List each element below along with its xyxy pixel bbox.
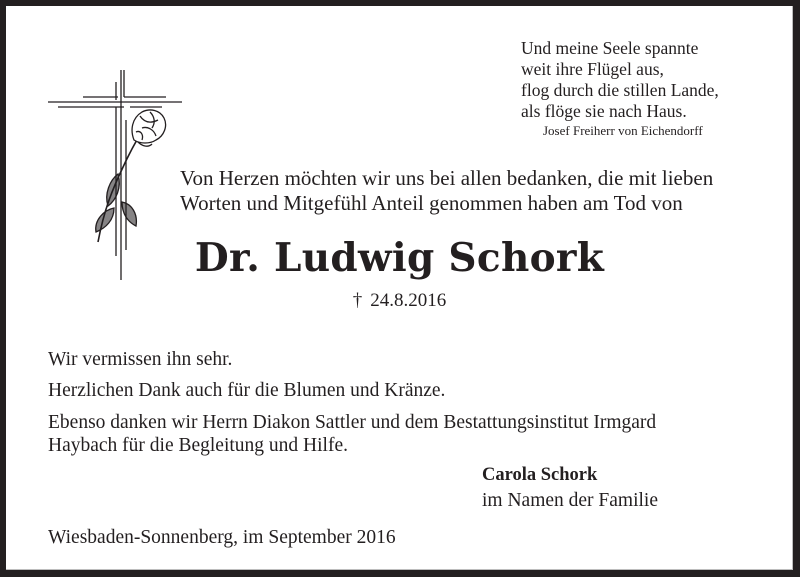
intro-line: Worten und Mitgefühl Anteil genommen haben am Tod von	[180, 191, 683, 215]
message-paragraph: Herzlichen Dank auch für die Blumen und Kränze.	[48, 380, 446, 401]
poem-line: Und meine Seele spannte	[521, 38, 699, 58]
dagger-icon: †	[352, 290, 363, 311]
deceased-name: Dr. Ludwig Schork	[194, 235, 605, 281]
intro-line: Von Herzen möchten wir uns bei allen bedanken, die mit lieben	[180, 166, 714, 190]
place-date: Wiesbaden-Sonnenberg, im September 2016	[48, 527, 396, 548]
poem-line: als flöge sie nach Haus.	[521, 101, 687, 121]
message-paragraph: Haybach für die Begleitung und Hilfe.	[48, 435, 348, 456]
poem	[521, 38, 719, 122]
death-date-line	[6, 290, 793, 312]
obituary-card	[6, 6, 793, 570]
poem-author: Josef Freiherr von Eichendorff	[543, 123, 703, 138]
signature-subtitle: im Namen der Familie	[482, 490, 658, 511]
intro-text	[180, 166, 713, 216]
signature-name: Carola Schork	[482, 465, 598, 485]
message-paragraph: Wir vermissen ihn sehr.	[48, 349, 233, 370]
message-paragraph: Ebenso danken wir Herrn Diakon Sattler und dem Bestattungsinstitut Irmgard	[48, 412, 657, 433]
poem-line: weit ihre Flügel aus,	[521, 59, 664, 79]
death-date: 24.8.2016	[370, 290, 447, 311]
poem-line: flog durch die stillen Lande,	[521, 80, 719, 100]
